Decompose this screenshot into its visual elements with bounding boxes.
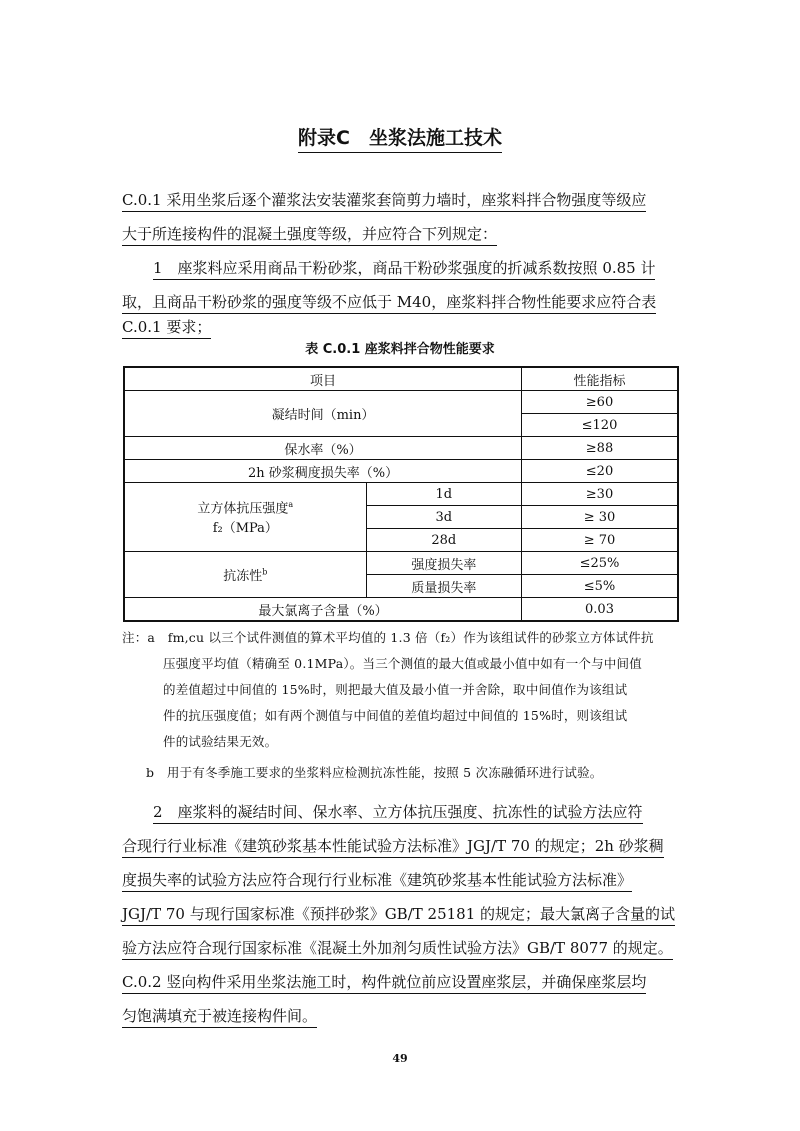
item-1-line: 取，且商品干粉砂浆的强度等级不应低于 M40，座浆料拌合物性能要求应符合表	[122, 293, 656, 314]
compressive-unit: f₂（MPa）	[212, 521, 278, 537]
table-row	[124, 483, 678, 506]
consistency-loss-label: 2h 砂浆稠度损失率（%）	[124, 460, 522, 483]
age-3d-value: ≥ 30	[522, 506, 678, 529]
frost-mass-loss: 质量损失率	[366, 575, 521, 598]
table-row	[124, 437, 678, 460]
table-row	[124, 460, 678, 483]
frost-label-text: 抗冻性	[223, 569, 263, 584]
setting-time-min: ≥60	[522, 391, 678, 414]
table-row	[124, 391, 678, 414]
table-row	[124, 598, 678, 622]
table-row	[124, 367, 678, 391]
item-2-line: JGJ/T 70 与现行国家标准《预拌砂浆》GB/T 25181 的规定；最大氯离子含量的试	[122, 905, 675, 926]
spec-table	[123, 366, 679, 622]
item-2-line: 验方法应符合现行国家标准《混凝土外加剂匀质性试验方法》GB/T 8077 的规定。	[122, 939, 673, 960]
age-28d-value: ≥ 70	[522, 529, 678, 552]
setting-time-label: 凝结时间（min）	[124, 391, 522, 437]
page-number: 49	[392, 1052, 408, 1065]
note-a-line: 件的抗压强度值；如有两个测值与中间值的差值均超过中间值的 15%时，则该组试	[163, 708, 628, 723]
item-2-line: 度损失率的试验方法应符合现行行业标准《建筑砂浆基本性能试验方法标准》	[122, 871, 632, 892]
note-b: b 用于有冬季施工要求的坐浆料应检测抗冻性能，按照 5 次冻融循环进行试验。	[146, 765, 603, 780]
compressive-label	[124, 483, 366, 552]
frost-sup: b	[262, 567, 268, 577]
chloride-value: 0.03	[522, 598, 678, 622]
item-1-line: 1 座浆料应采用商品干粉砂浆，商品干粉砂浆强度的折减系数按照 0.85 计	[153, 259, 655, 280]
note-a-line: 件的试验结果无效。	[163, 734, 278, 749]
age-28d: 28d	[366, 529, 521, 552]
age-1d-value: ≥30	[522, 483, 678, 506]
setting-time-max: ≤120	[522, 414, 678, 437]
note-a-line: 压强度平均值（精确至 0.1MPa）。当三个测值的最大值或最小值中如有一个与中间值	[163, 656, 642, 671]
table-row	[124, 552, 678, 575]
compressive-label-text: 立方体抗压强度	[197, 501, 289, 517]
clause-c01-line: 大于所连接构件的混凝土强度等级，并应符合下列规定：	[122, 225, 497, 246]
note-a-line: 注：a fm,cu 以三个试件测值的算术平均值的 1.3 倍（f₂）作为该组试件的砂浆立方体试件抗	[122, 630, 654, 645]
frost-strength-loss: 强度损失率	[366, 552, 521, 575]
frost-strength-loss-value: ≤25%	[522, 552, 678, 575]
frost-label	[124, 552, 366, 598]
page-title: 附录C 坐浆法施工技术	[0, 123, 800, 150]
header-item: 项目	[124, 367, 522, 391]
clause-c02-line: 匀饱满填充于被连接构件间。	[122, 1007, 317, 1028]
age-1d: 1d	[366, 483, 521, 506]
chloride-label: 最大氯离子含量（%）	[124, 598, 522, 622]
frost-mass-loss-value: ≤5%	[522, 575, 678, 598]
water-retention-label: 保水率（%）	[124, 437, 522, 460]
consistency-loss-value: ≤20	[522, 460, 678, 483]
age-3d: 3d	[366, 506, 521, 529]
clause-c01-line: C.0.1 采用坐浆后逐个灌浆法安装灌浆套筒剪力墙时，座浆料拌合物强度等级应	[122, 191, 646, 212]
item-1-line: C.0.1 要求；	[122, 318, 211, 339]
clause-c02-line: C.0.2 竖向构件采用坐浆法施工时，构件就位前应设置座浆层，并确保座浆层均	[122, 973, 646, 994]
header-value: 性能指标	[522, 367, 678, 391]
water-retention-value: ≥88	[522, 437, 678, 460]
table-caption: 表 C.0.1 座浆料拌合物性能要求	[305, 342, 495, 357]
item-2-line: 合现行行业标准《建筑砂浆基本性能试验方法标准》JGJ/T 70 的规定；2h 砂浆稠	[122, 837, 664, 858]
note-a-line: 的差值超过中间值的 15%时，则把最大值及最小值一并舍除，取中间值作为该组试	[163, 682, 628, 697]
item-2-line: 2 座浆料的凝结时间、保水率、立方体抗压强度、抗冻性的试验方法应符	[153, 803, 643, 824]
compressive-sup: a	[288, 499, 294, 509]
